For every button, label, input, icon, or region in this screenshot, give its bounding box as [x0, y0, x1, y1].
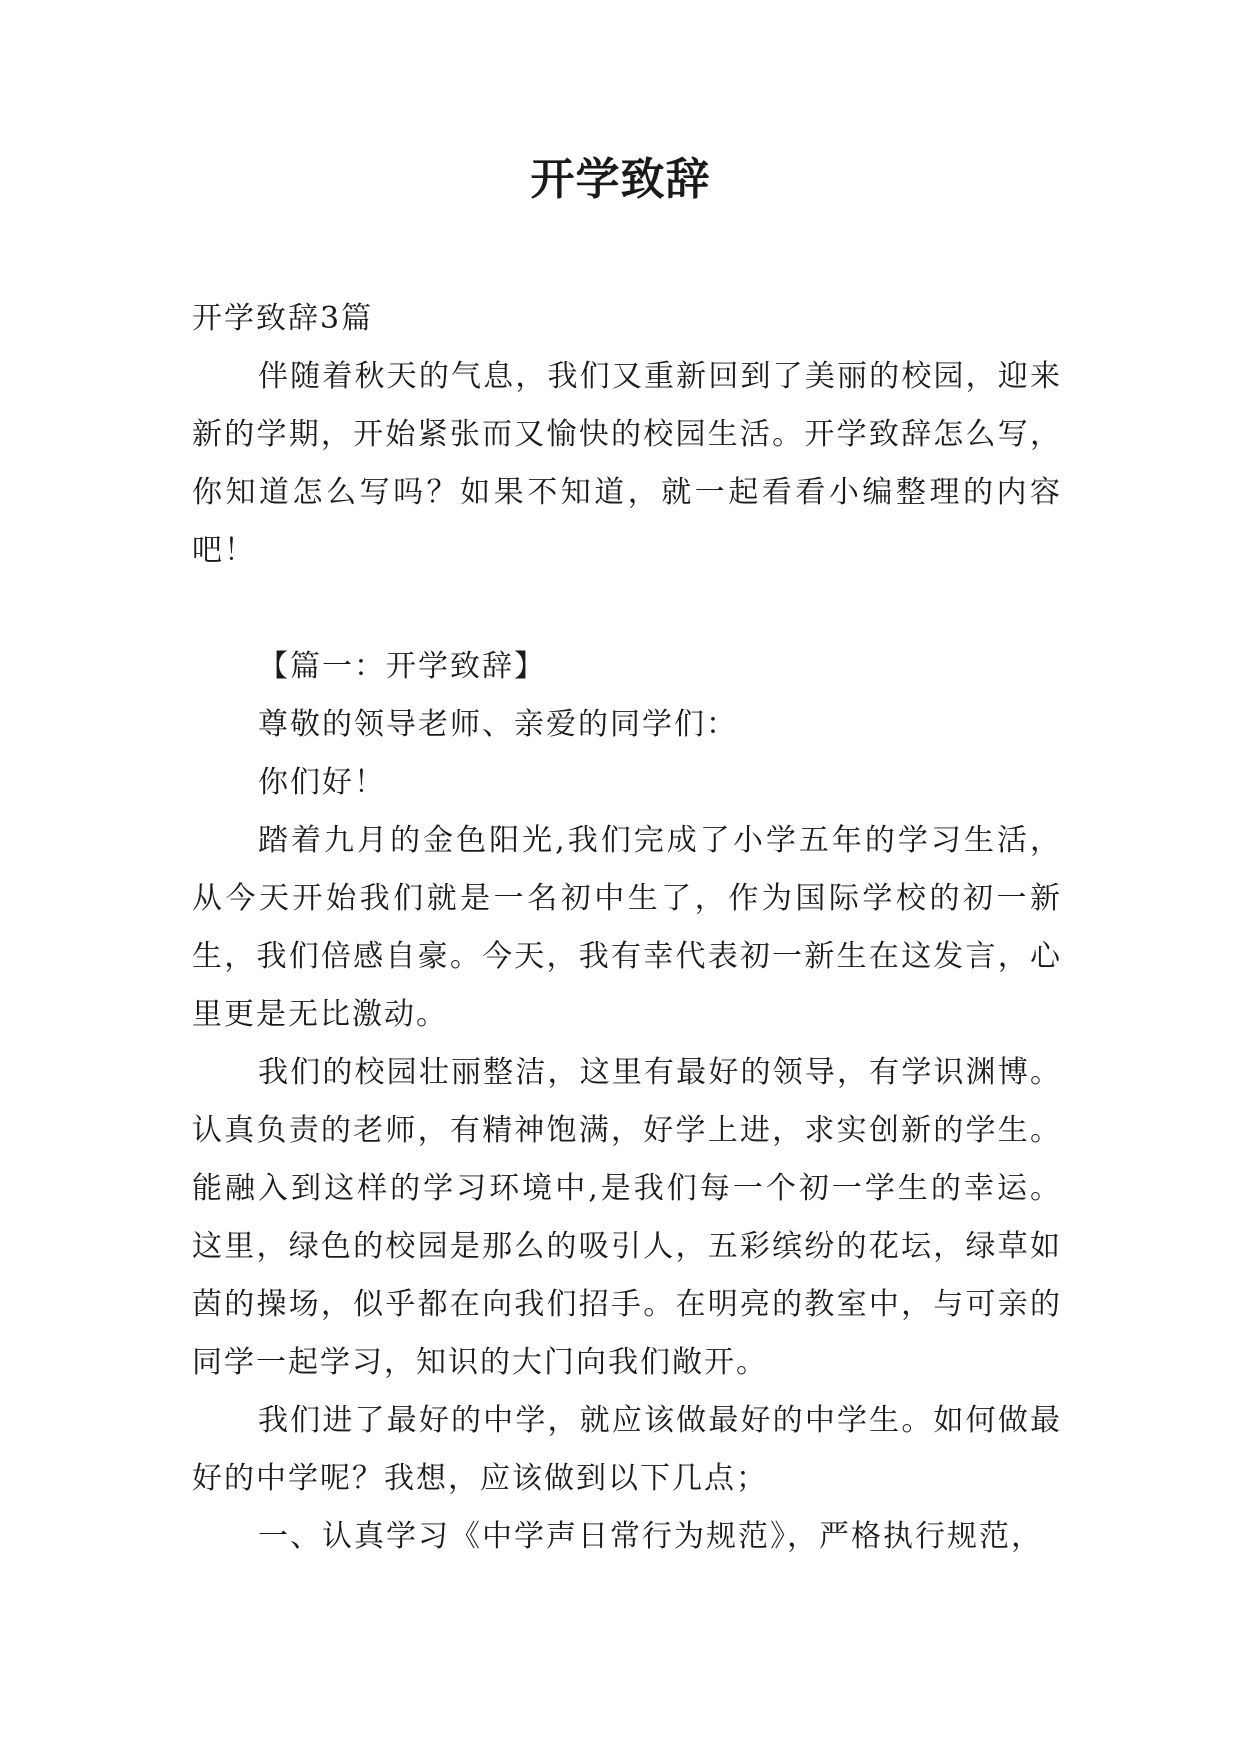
body-paragraph: 我们的校园壮丽整洁，这里有最好的领导，有学识渊博。认真负责的老师，有精神饱满，好学上进，求实创新的学生。能融入到这样的学习环境中,是我们每一个初一学生的幸运。这里，绿色的校园是那么的吸引人，五彩缤纷的花坛，绿草如茵的操场，似乎都在向我们招手。在明亮的教室中，与可亲的同学一起学习，知识的大门向我们敞开。	[192, 1055, 1062, 1380]
body-paragraph: 一、认真学习《中学声日常行为规范》，严格执行规范，	[258, 1519, 1043, 1554]
paragraph-spacer	[192, 580, 1062, 638]
document-subtitle: 开学致辞3篇	[192, 301, 374, 336]
intro-paragraph: 伴随着秋天的气息，我们又重新回到了美丽的校园，迎来新的学期，开始紧张而又愉快的校园生活。开学致辞怎么写，你知道怎么写吗？如果不知道，就一起看看小编整理的内容吧！	[192, 359, 1062, 568]
document-body	[192, 290, 1062, 1566]
salutation: 尊敬的领导老师、亲爱的同学们：	[258, 707, 738, 742]
body-paragraph: 踏着九月的金色阳光,我们完成了小学五年的学习生活，从今天开始我们就是一名初中生了，作为国际学校的初一新生，我们倍感自豪。今天，我有幸代表初一新生在这发言，心里更是无比激动。	[192, 823, 1062, 1032]
document-title: 开学致辞	[530, 154, 711, 205]
section-heading: 【篇一：开学致辞】	[258, 649, 546, 684]
hello-line: 你们好！	[258, 765, 386, 800]
body-paragraph: 我们进了最好的中学，就应该做最好的中学生。如何做最好的中学呢？我想，应该做到以下几点；	[192, 1403, 1062, 1496]
